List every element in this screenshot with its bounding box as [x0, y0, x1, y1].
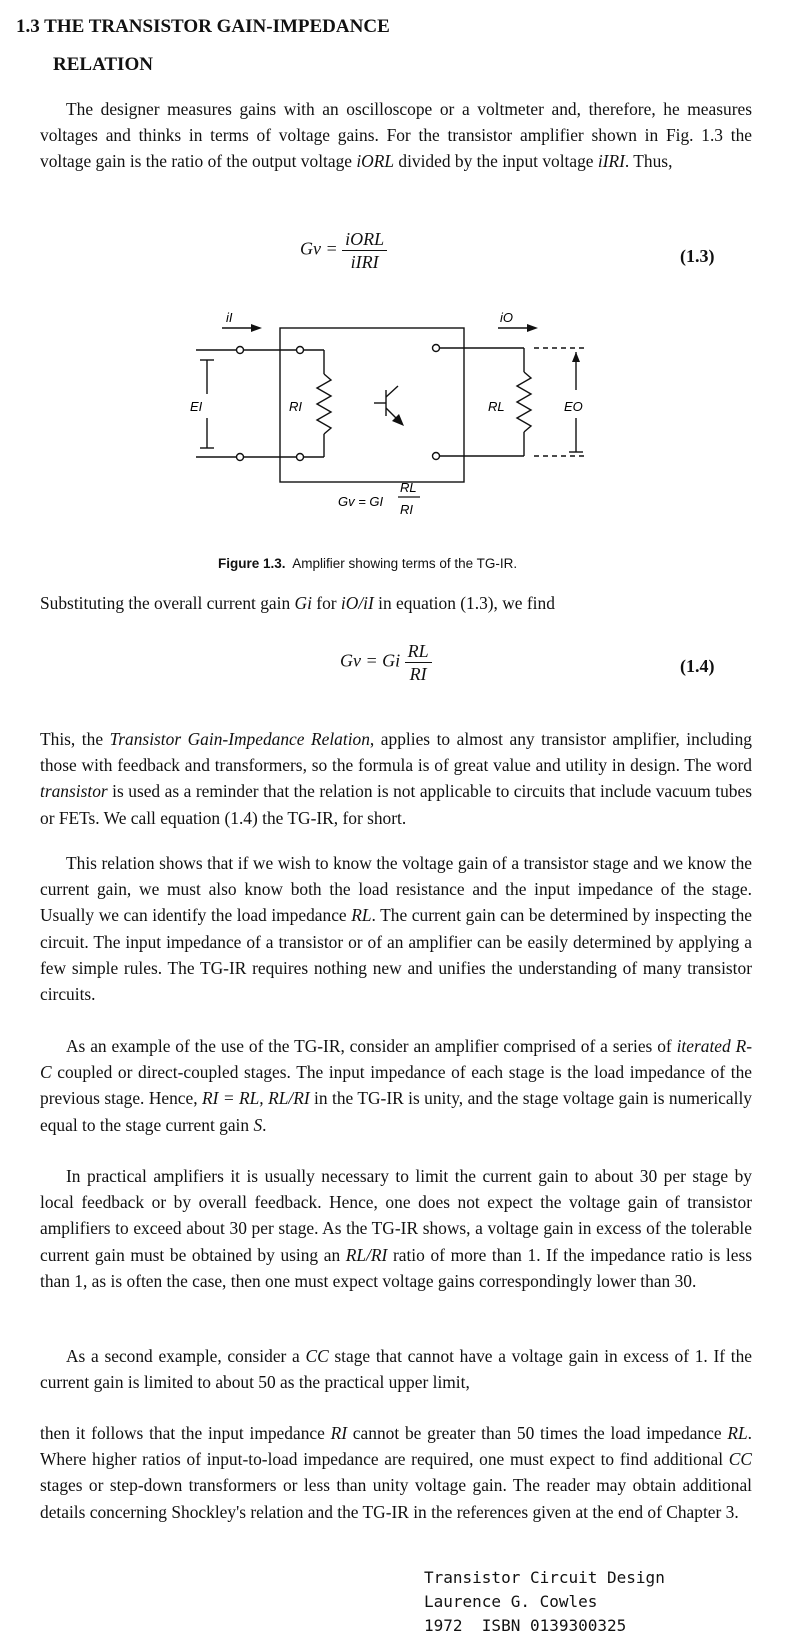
term-transistor: transistor [40, 781, 108, 802]
term-iterated-rc: iterated R-C [40, 1036, 752, 1083]
credits-author: Laurence G. Cowles [424, 1592, 598, 1611]
text-run: ratio of more than 1. If the impedance ratio is less than 1, as is often the case, then one must expect voltage gains correspondingly lower than 30. [40, 1244, 752, 1291]
math-impedance-equality: RI = RL, RL/RI [202, 1088, 310, 1109]
credits-title: Transistor Circuit Design [424, 1568, 665, 1587]
text-run: coupled or direct-coupled stages. The input impedance of each stage is the load impedance of the previous stage. Hence, [40, 1062, 752, 1109]
text-run: As an example of the use of the TG-IR, consider an amplifier comprised of a series of [66, 1036, 677, 1056]
text-run: . Where higher ratios of input-to-load impedance are required, one must expect to find additional [40, 1423, 752, 1470]
equation-number-1-4: (1.4) [680, 656, 715, 676]
term-cc: CC [305, 1346, 329, 1366]
section-heading-line1: 1.3 THE TRANSISTOR GAIN-IMPEDANCE [16, 16, 390, 37]
amplifier-figure [180, 300, 620, 530]
label-load-resistance: RL [488, 399, 505, 414]
eq13-numerator: iORL [342, 228, 387, 251]
label-input-current: iI [226, 310, 233, 325]
text-run: in equation (1.3), we find [373, 593, 555, 613]
text-run: in the TG-IR is unity, and the stage voltage gain is numerically equal to the stage current gain [40, 1088, 752, 1135]
eq13-denominator: iIRI [350, 252, 379, 272]
math-current-ratio: iO/iI [340, 593, 374, 613]
caption-label: Figure 1.3. [218, 556, 286, 571]
figure-caption [218, 556, 517, 571]
paragraph-4 [40, 850, 752, 1007]
paragraph-6 [40, 1163, 752, 1294]
text-run: This relation shows that if we wish to know the voltage gain of a transistor stage and we know the current gain, we must also know both the load resistance and the input impedance of the stage. Usually we can identify the load impedance [40, 853, 752, 926]
resistor-ri [317, 374, 331, 434]
credits-isbn: 1972 ISBN 0139300325 [424, 1616, 627, 1635]
paragraph-5 [40, 1033, 752, 1138]
equation-1-3 [300, 228, 387, 273]
transistor-symbol [374, 386, 400, 422]
eq14-fraction [405, 640, 432, 685]
paragraph-8 [40, 1420, 752, 1525]
eq13-fraction [342, 228, 387, 273]
term-cc: CC [728, 1449, 752, 1470]
text-run: This, the [40, 729, 110, 749]
math-current-gain: Gi [294, 593, 312, 613]
text-run: . The current gain can be determined by inspecting the circuit. The input impedance of a transistor or of an amplifier can be easily determined by applying a few simple rules. The TG-IR requires nothing new and unifies the understanding of many transistor circuits. [40, 905, 752, 1005]
math-impedance-ratio: RL/RI [345, 1244, 388, 1265]
caption-text: Amplifier showing terms of the TG-IR. [292, 556, 518, 571]
equation-number-1-3: (1.3) [680, 246, 715, 266]
math-s: S [253, 1114, 263, 1135]
text-run: The designer measures gains with an oscilloscope or a voltmeter and, therefore, he measures voltages and thinks in terms of voltage gains. For the transistor amplifier shown in Fig. 1.3 the voltage gain is the ratio of the output voltage [40, 99, 752, 172]
text-run: stages or step-down transformers or less than unity voltage gain. The reader may obtain additional details concerning Shockley's relation and the TG-IR in the references given at the end of Chapter 3. [40, 1475, 752, 1522]
paragraph-1 [40, 96, 752, 175]
math-rl: RL [351, 905, 372, 926]
paragraph-3 [40, 726, 752, 831]
paragraph-7 [40, 1343, 752, 1395]
figure-gain-lhs: Gv = GI [338, 494, 384, 509]
eq13-lhs: Gv = [300, 238, 338, 259]
text-run: In practical amplifiers it is usually necessary to limit the current gain to about 30 per stage by local feedback or by overall feedback. Hence, one does not expect the voltage gain of transistor amplifiers to exceed about 30 per stage. As the TG-IR shows, a voltage gain in excess of the tolerable current gain must be obtained by using an [40, 1166, 752, 1265]
resistor-rl [517, 372, 531, 432]
text-run: for [311, 593, 341, 613]
math-rl: RL [727, 1423, 748, 1443]
text-run: divided by the input voltage [394, 151, 598, 172]
label-input-resistance: RI [289, 399, 302, 414]
paragraph-2 [40, 590, 752, 616]
label-output-voltage: EO [564, 399, 583, 414]
text-run: is used as a reminder that the relation is not applicable to circuits that include vacuum tubes or FETs. We call equation (1.4) the TG-IR, for short. [40, 781, 752, 828]
term-tgir: Transistor Gain-Impedance Relation [109, 729, 370, 749]
eq14-denominator: RI [409, 664, 427, 684]
text-run: , applies to almost any transistor amplifier, including those with feedback and transformers, so the formula is of great value and utility in design. The word [40, 729, 752, 776]
math-output-voltage: iORL [356, 151, 395, 172]
text-run: then it follows that the input impedance [40, 1423, 331, 1443]
figure-gain-numerator: RL [400, 480, 417, 495]
text-run: As a second example, consider a [66, 1346, 306, 1366]
math-input-voltage: iIRI [597, 151, 625, 172]
text-run: Substituting the overall current gain [40, 593, 295, 613]
text-run: cannot be greater than 50 times the load impedance [347, 1423, 728, 1443]
eq14-numerator: RL [405, 640, 432, 663]
equation-1-4 [340, 640, 432, 685]
math-ri: RI [330, 1423, 348, 1443]
section-heading [16, 8, 390, 84]
eq14-lhs: Gv = Gi [340, 650, 401, 671]
label-output-current: iO [500, 310, 513, 325]
text-run: . Thus, [624, 151, 673, 172]
text-run: stage that cannot have a voltage gain in excess of 1. If the current gain is limited to about 50 as the practical upper limit, [40, 1346, 753, 1393]
book-credits [424, 1566, 665, 1638]
figure-gain-denominator: RI [400, 502, 413, 517]
text-run: . [262, 1114, 267, 1135]
label-input-voltage: EI [190, 399, 203, 414]
section-heading-line2: RELATION [53, 54, 153, 75]
